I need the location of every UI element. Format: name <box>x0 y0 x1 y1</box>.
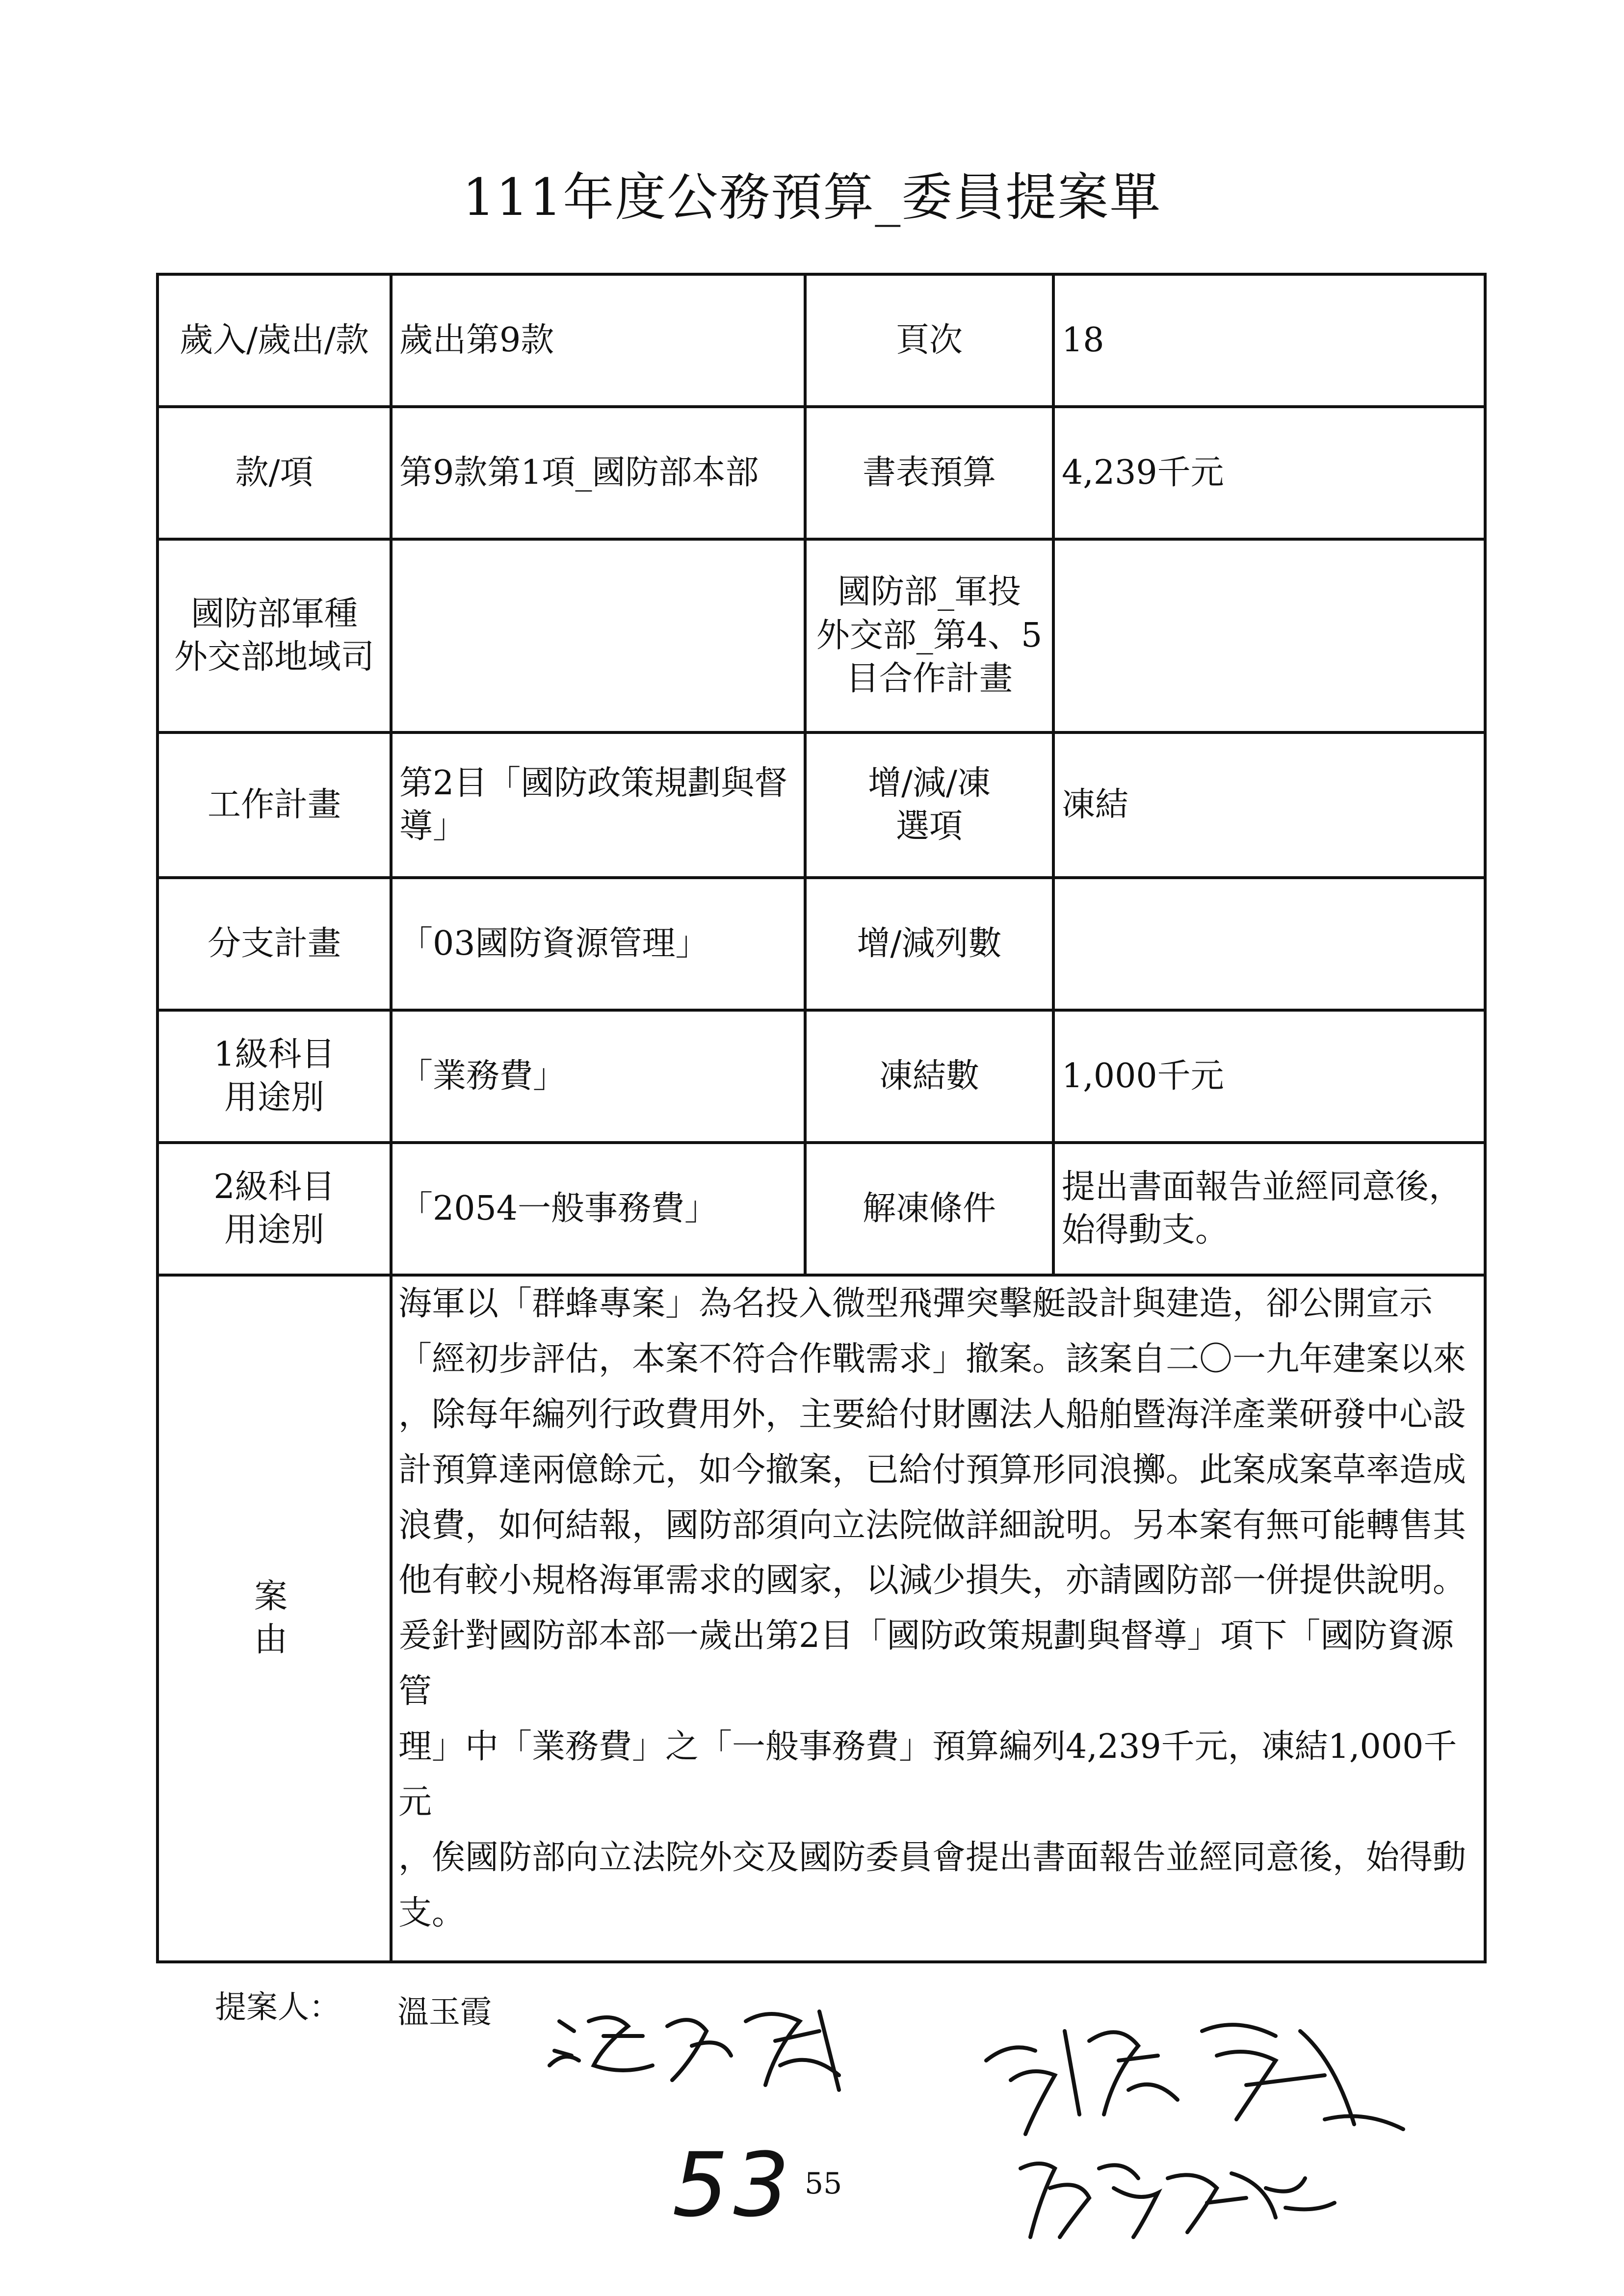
field-value: 第2目「國防政策規劃與督 導」 <box>391 732 805 878</box>
field-value: 18 <box>1053 274 1485 407</box>
field-value: 「2054一般事務費」 <box>391 1143 805 1275</box>
form-row <box>157 407 1485 539</box>
form-row <box>157 878 1485 1010</box>
proposer-label: 提案人： <box>215 1989 341 2026</box>
reason-row <box>157 1275 1485 1962</box>
form-row <box>157 274 1485 407</box>
signature-2 <box>981 2002 1423 2149</box>
signature-1 <box>545 1992 888 2110</box>
field-label: 頁次 <box>805 274 1053 407</box>
reason-line: 他有較小規格海軍需求的國家，以減少損失，亦請國防部一併提供說明。 <box>398 1561 1467 1600</box>
field-label: 工作計畫 <box>157 732 391 878</box>
signature-3 <box>1011 2139 1354 2247</box>
reason-text <box>391 1275 1485 1962</box>
field-label: 增/減/凍 選項 <box>805 732 1053 878</box>
field-value <box>1053 878 1485 1010</box>
reason-line: 理」中「業務費」之「一般事務費」預算編列4,239千元，凍結1,000千元 <box>398 1727 1457 1822</box>
field-value: 提出書面報告並經同意後， 始得動支。 <box>1053 1143 1485 1275</box>
field-value: 歲出第9款 <box>391 274 805 407</box>
field-value <box>1053 539 1485 732</box>
field-label: 2級科目 用途別 <box>157 1143 391 1275</box>
form-row <box>157 1010 1485 1143</box>
field-label: 1級科目 用途別 <box>157 1010 391 1143</box>
reason-line: 浪費，如何結報，國防部須向立法院做詳細說明。另本案有無可能轉售其 <box>398 1506 1467 1545</box>
field-label: 書表預算 <box>805 407 1053 539</box>
handwritten-number: 53 <box>672 2134 795 2237</box>
field-value: 「03國防資源管理」 <box>391 878 805 1010</box>
field-label: 歲入/歲出/款 <box>157 274 391 407</box>
reason-line: 爰針對國防部本部一歲出第2目「國防政策規劃與督導」項下「國防資源管 <box>398 1617 1454 1711</box>
reason-line: 「經初步評估，本案不符合作戰需求」撤案。該案自二〇一九年建案以來 <box>398 1339 1467 1379</box>
reason-line: 支。 <box>398 1893 466 1932</box>
page-number: 55 <box>805 2166 842 2201</box>
field-value: 凍結 <box>1053 732 1485 878</box>
form-row <box>157 539 1485 732</box>
field-value: 「業務費」 <box>391 1010 805 1143</box>
field-value: 1,000千元 <box>1053 1010 1485 1143</box>
field-label: 款/項 <box>157 407 391 539</box>
reason-line: 計預算達兩億餘元，如今撤案，已給付預算形同浪擲。此案成案草率造成 <box>398 1450 1467 1489</box>
form-row <box>157 1143 1485 1275</box>
field-value <box>391 539 805 732</box>
proposer-name: 溫玉霞 <box>397 1994 492 2031</box>
field-value: 第9款第1項_國防部本部 <box>391 407 805 539</box>
field-label: 增/減列數 <box>805 878 1053 1010</box>
field-value: 4,239千元 <box>1053 407 1485 539</box>
field-label: 國防部軍種 外交部地域司 <box>157 539 391 732</box>
reason-line: ，除每年編列行政費用外，主要給付財團法人船舶暨海洋產業研發中心設 <box>398 1395 1467 1434</box>
field-label: 解凍條件 <box>805 1143 1053 1275</box>
form-row <box>157 732 1485 878</box>
proposal-form-table <box>156 273 1487 1963</box>
field-label: 國防部_軍投 外交部_第4、5 目合作計畫 <box>805 539 1053 732</box>
reason-line: 海軍以「群蜂專案」為名投入微型飛彈突擊艇設計與建造，卻公開宣示 <box>398 1284 1433 1323</box>
form-title: 111年度公務預算_委員提案單 <box>462 167 1162 227</box>
reason-line: ，俟國防部向立法院外交及國防委員會提出書面報告並經同意後，始得動 <box>398 1838 1467 1877</box>
field-label: 凍結數 <box>805 1010 1053 1143</box>
reason-label: 案由 <box>157 1275 391 1962</box>
field-label: 分支計畫 <box>157 878 391 1010</box>
